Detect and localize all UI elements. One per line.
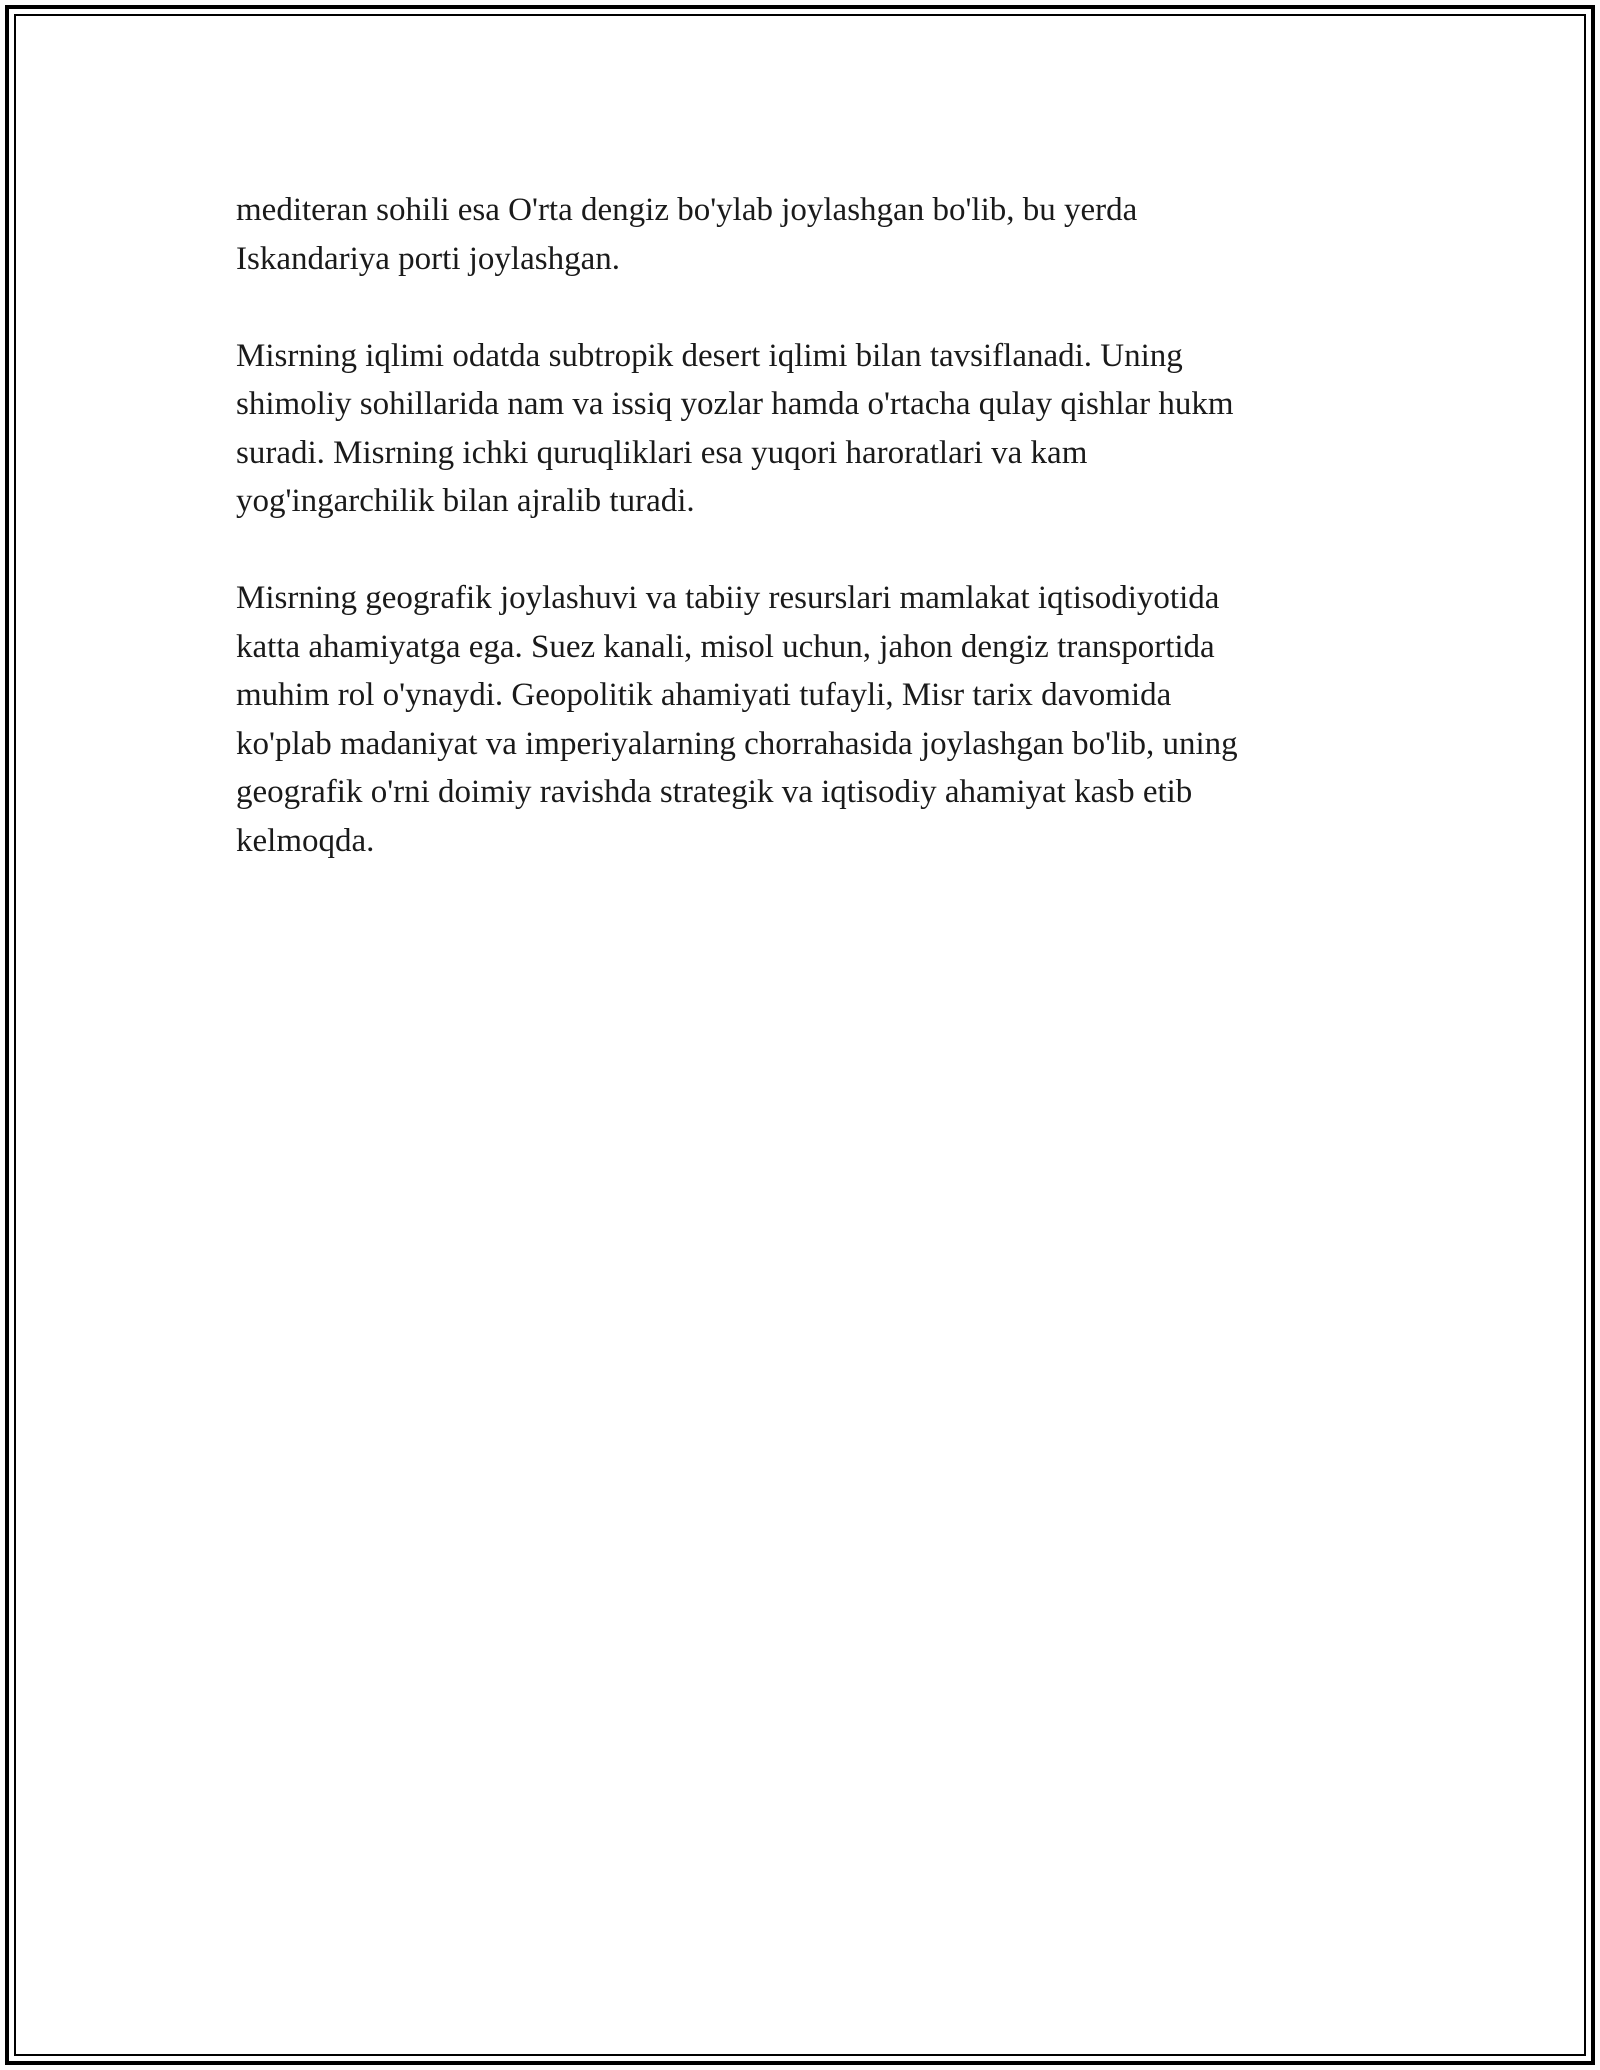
paragraph-geography-economy: Misrning geografik joylashuvi va tabiiy resurslari mamlakat iqtisodiyotida katta ahamiyatga ega. Suez kanali, misol uchun, jahon dengiz transportida muhim rol o'ynaydi. Geopolitik ahamiyati tufayli, Misr tarix davomida ko'plab madaniyat va imperiyalarning chorrahasida joylashgan bo'lib, uning geografik o'rni doimiy ravishda strategik va iqtisodiy ahamiyat kasb etib kelmoqda. bbox=[236, 580, 1238, 859]
paragraph-mediterranean-coast: mediteran sohili esa O'rta dengiz bo'ylab joylashgan bo'lib, bu yerda Iskandariya porti joylashgan. bbox=[236, 192, 1138, 277]
document-body bbox=[236, 186, 1366, 914]
paragraph-climate: Misrning iqlimi odatda subtropik desert iqlimi bilan tavsiflanadi. Uning shimoliy sohillarida nam va issiq yozlar hamda o'rtacha qulay qishlar hukm suradi. Misrning ichki quruqliklari esa yuqori haroratlari va kam yog'ingarchilik bilan ajralib turadi. bbox=[236, 337, 1234, 519]
